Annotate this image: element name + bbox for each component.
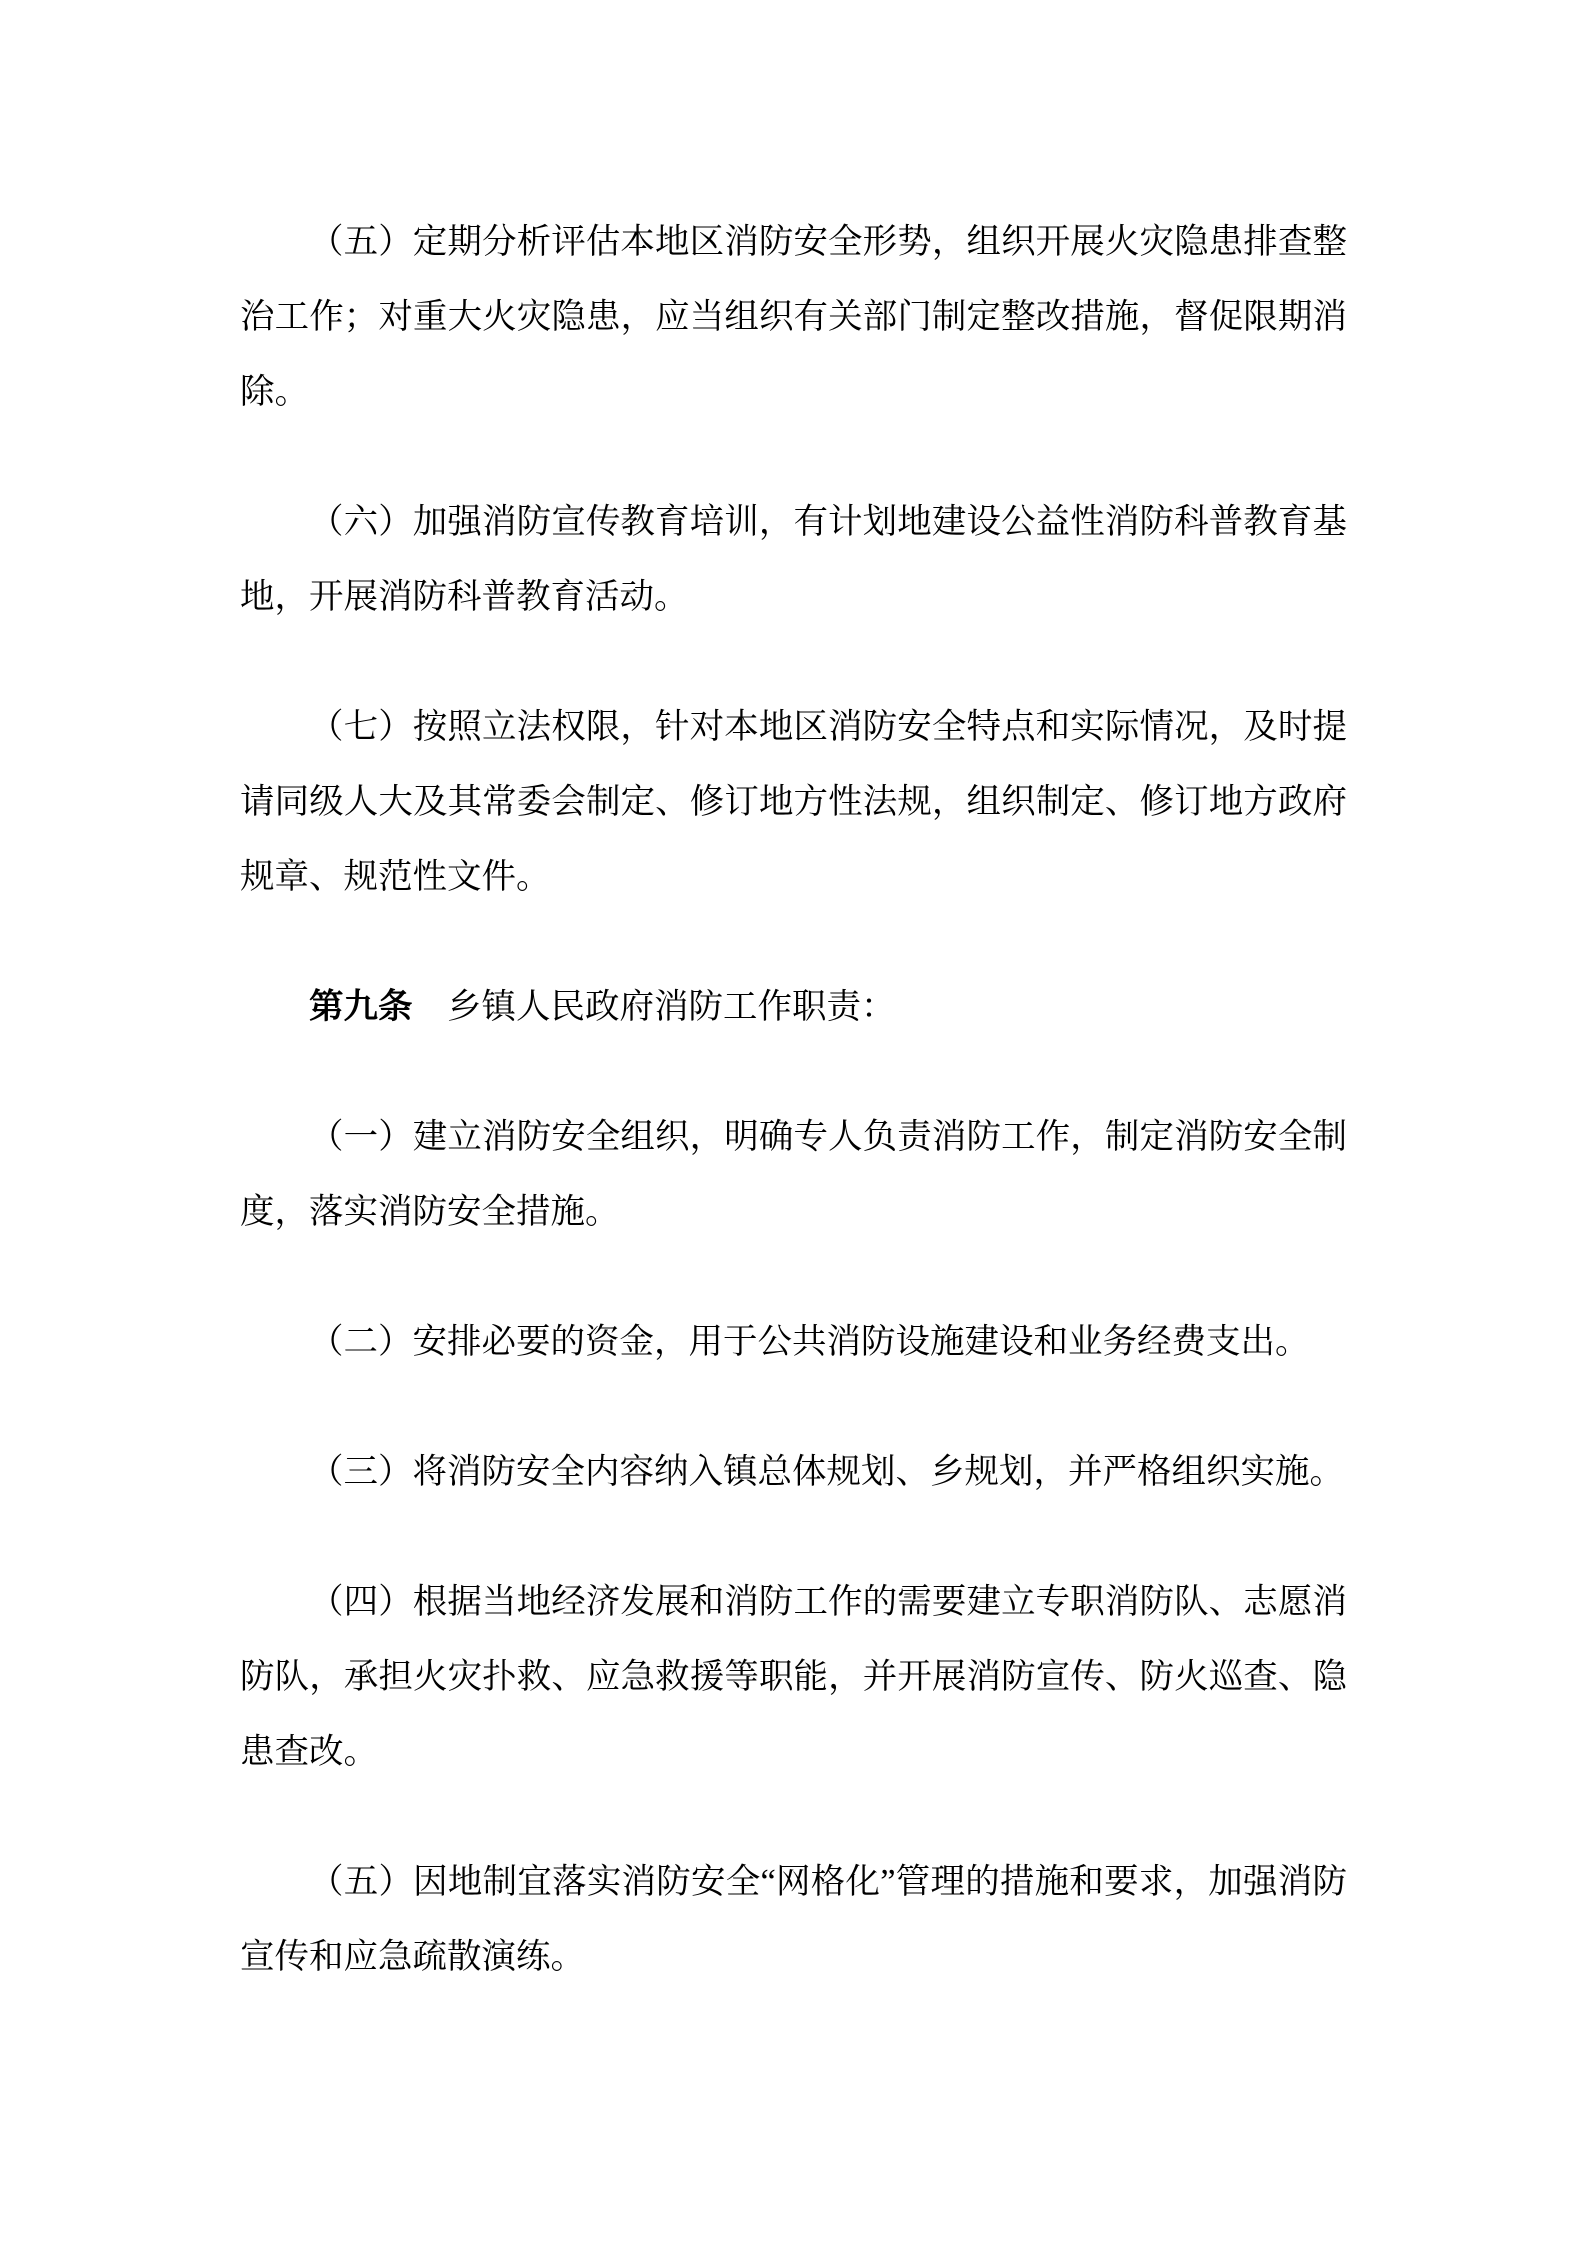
item-5-paragraph: （五）因地制宜落实消防安全“网格化”管理的措施和要求，加强消防宣传和应急疏散演练。 (240, 1863, 1347, 1976)
item-4-paragraph: （四）根据当地经济发展和消防工作的需要建立专职消防队、志愿消防队，承担火灾扑救、应急救援等职能，并开展消防宣传、防火巡查、隐患查改。 (240, 1583, 1347, 1771)
article-9-title: 乡镇人民政府消防工作职责： (412, 988, 896, 1026)
document-content (240, 205, 1347, 1995)
clause-5-paragraph: （五）定期分析评估本地区消防安全形势，组织开展火灾隐患排查整治工作；对重大火灾隐患，应当组织有关部门制定整改措施，督促限期消除。 (240, 223, 1347, 411)
article-9-number: 第九条 (309, 988, 413, 1026)
item-1-paragraph: （一）建立消防安全组织，明确专人负责消防工作，制定消防安全制度，落实消防安全措施。 (240, 1118, 1347, 1231)
clause-6-paragraph: （六）加强消防宣传教育培训，有计划地建设公益性消防科普教育基地，开展消防科普教育活动。 (240, 503, 1347, 616)
item-2-paragraph: （二）安排必要的资金，用于公共消防设施建设和业务经费支出。 (309, 1323, 1310, 1361)
clause-7-paragraph: （七）按照立法权限，针对本地区消防安全特点和实际情况，及时提请同级人大及其常委会制定、修订地方性法规，组织制定、修订地方政府规章、规范性文件。 (240, 708, 1347, 896)
item-3-paragraph: （三）将消防安全内容纳入镇总体规划、乡规划，并严格组织实施。 (309, 1453, 1344, 1491)
article-9-heading (240, 970, 1347, 1045)
